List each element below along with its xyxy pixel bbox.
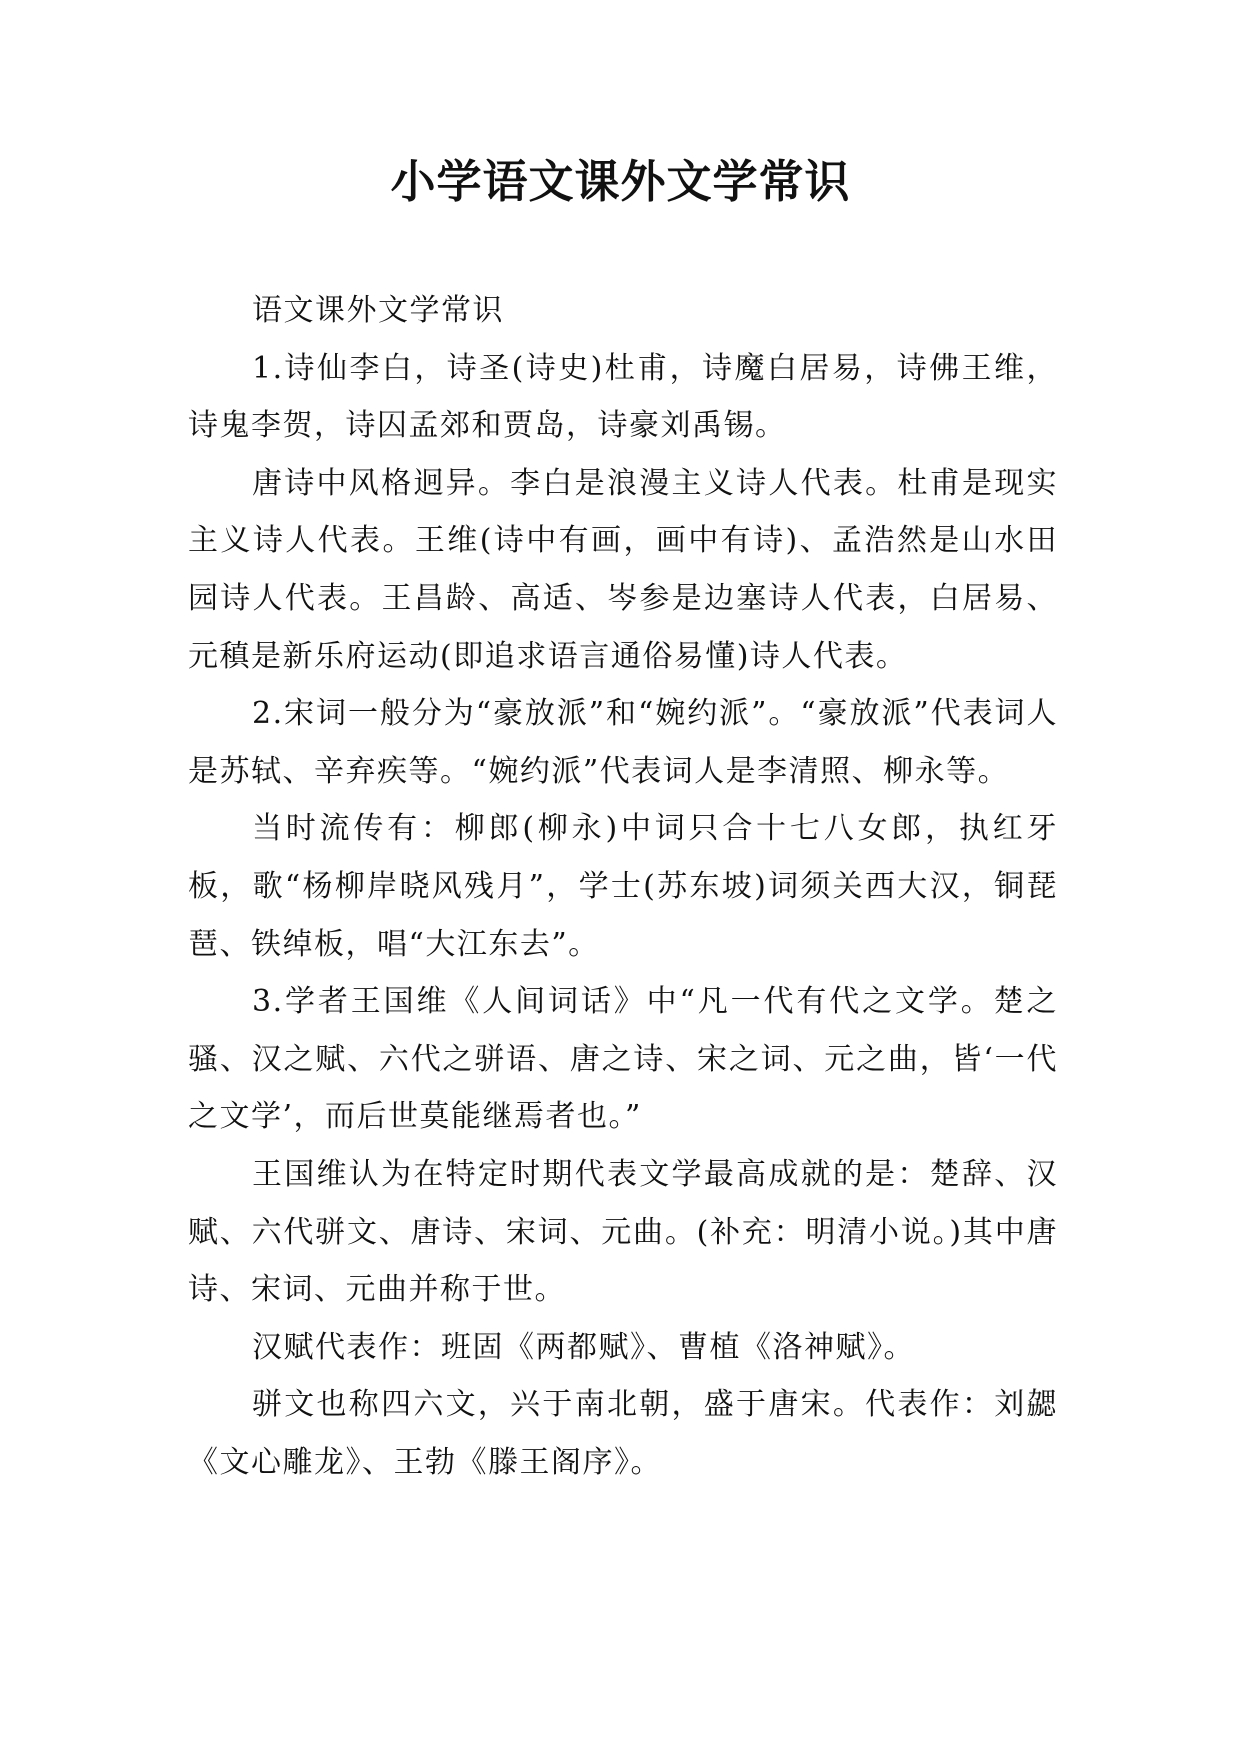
paragraph-pianwen-works: 骈文也称四六文，兴于南北朝，盛于唐宋。代表作：刘勰《文心雕龙》、王勃《滕王阁序》。 <box>188 1387 1058 1480</box>
paragraph-han-fu-works: 汉赋代表作：班固《两都赋》、曹植《洛神赋》。 <box>252 1329 915 1365</box>
paragraph-wang-guowei-view: 王国维认为在特定时期代表文学最高成就的是：楚辞、汉赋、六代骈文、唐诗、宋词、元曲。(补充：明清小说。)其中唐诗、宋词、元曲并称于世。 <box>188 1156 1058 1308</box>
paragraph-renjian-cihua-quote: 3.学者王国维《人间词话》中“凡一代有代之文学。楚之骚、汉之赋、六代之骈语、唐之诗、宋之词、元之曲，皆‘一代之文学’，而后世莫能继焉者也。” <box>188 984 1058 1135</box>
paragraph-tang-poetry-styles: 唐诗中风格迥异。李白是浪漫主义诗人代表。杜甫是现实主义诗人代表。王维(诗中有画，画中有诗)、孟浩然是山水田园诗人代表。王昌龄、高适、岑参是边塞诗人代表，白居易、元稹是新乐府运动(即追求语言通俗易懂)诗人代表。 <box>188 465 1058 674</box>
paragraph-poet-titles: 1.诗仙李白，诗圣(诗史)杜甫，诗魔白居易，诗佛王维，诗鬼李贺，诗囚孟郊和贾岛，诗豪刘禹锡。 <box>188 350 1058 444</box>
paragraph-song-ci-schools: 2.宋词一般分为“豪放派”和“婉约派”。“豪放派”代表词人是苏轼、辛弃疾等。“婉约派”代表词人是李清照、柳永等。 <box>188 696 1058 789</box>
paragraph-liuyong-sushi-saying: 当时流传有：柳郎(柳永)中词只合十七八女郎，执红牙板，歌“杨柳岸晓风残月”，学士(苏东坡)词须关西大汉，铜琵琶、铁绰板，唱“大江东去”。 <box>188 811 1058 962</box>
paragraph-heading: 语文课外文学常识 <box>252 293 504 328</box>
page-title: 小学语文课外文学常识 <box>390 155 851 208</box>
document-body <box>188 282 1058 1491</box>
